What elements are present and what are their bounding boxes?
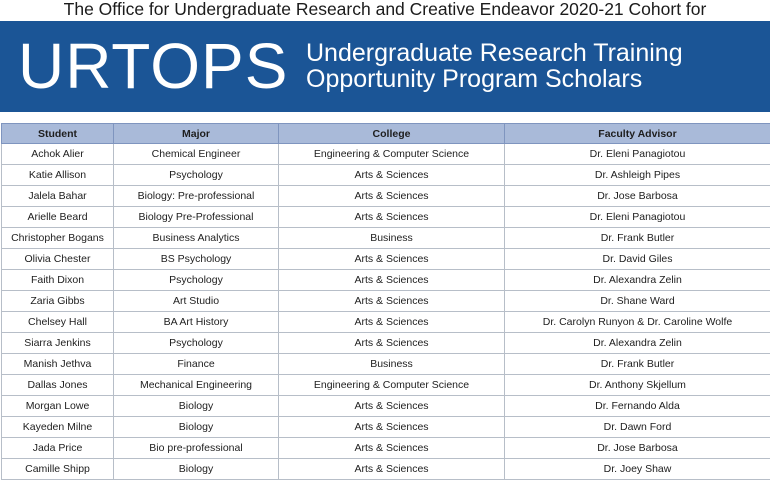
student-cell: Achok Alier <box>2 144 114 165</box>
college-cell: Arts & Sciences <box>279 459 505 480</box>
table-header-row <box>2 124 770 144</box>
student-cell: Chelsey Hall <box>2 312 114 333</box>
table-row <box>2 375 770 396</box>
student-cell: Siarra Jenkins <box>2 333 114 354</box>
program-full-name <box>306 40 683 92</box>
advisor-cell: Dr. David Giles <box>505 249 770 270</box>
college-cell: Arts & Sciences <box>279 270 505 291</box>
table-row <box>2 165 770 186</box>
program-name-line-2: Opportunity Program Scholars <box>306 65 643 93</box>
advisor-cell: Dr. Carolyn Runyon & Dr. Caroline Wolfe <box>505 312 770 333</box>
table-row <box>2 270 770 291</box>
table-row <box>2 354 770 375</box>
major-cell: Psychology <box>114 333 279 354</box>
college-cell: Arts & Sciences <box>279 249 505 270</box>
student-cell: Jada Price <box>2 438 114 459</box>
advisor-cell: Dr. Eleni Panagiotou <box>505 207 770 228</box>
student-cell: Camille Shipp <box>2 459 114 480</box>
college-cell: Arts & Sciences <box>279 291 505 312</box>
student-cell: Katie Allison <box>2 165 114 186</box>
college-cell: Business <box>279 228 505 249</box>
student-cell: Morgan Lowe <box>2 396 114 417</box>
major-cell: Business Analytics <box>114 228 279 249</box>
advisor-cell: Dr. Anthony Skjellum <box>505 375 770 396</box>
major-cell: Psychology <box>114 270 279 291</box>
college-cell: Business <box>279 354 505 375</box>
advisor-cell: Dr. Jose Barbosa <box>505 186 770 207</box>
major-cell: Biology <box>114 417 279 438</box>
advisor-cell: Dr. Alexandra Zelin <box>505 270 770 291</box>
major-cell: Biology: Pre-professional <box>114 186 279 207</box>
table-row <box>2 333 770 354</box>
table-row <box>2 207 770 228</box>
table-row <box>2 459 770 480</box>
program-acronym: URTOPS <box>18 30 289 102</box>
column-header-faculty-advisor: Faculty Advisor <box>505 124 770 144</box>
college-cell: Arts & Sciences <box>279 333 505 354</box>
student-cell: Dallas Jones <box>2 375 114 396</box>
student-cell: Arielle Beard <box>2 207 114 228</box>
major-cell: BS Psychology <box>114 249 279 270</box>
major-cell: Mechanical Engineering <box>114 375 279 396</box>
college-cell: Arts & Sciences <box>279 312 505 333</box>
college-cell: Engineering & Computer Science <box>279 375 505 396</box>
table-row <box>2 438 770 459</box>
table-row <box>2 144 770 165</box>
major-cell: Biology Pre-Professional <box>114 207 279 228</box>
college-cell: Arts & Sciences <box>279 396 505 417</box>
table-row <box>2 312 770 333</box>
major-cell: Biology <box>114 396 279 417</box>
advisor-cell: Dr. Frank Butler <box>505 354 770 375</box>
student-cell: Christopher Bogans <box>2 228 114 249</box>
table-row <box>2 396 770 417</box>
major-cell: Psychology <box>114 165 279 186</box>
table-row <box>2 417 770 438</box>
column-header-college: College <box>279 124 505 144</box>
advisor-cell: Dr. Eleni Panagiotou <box>505 144 770 165</box>
advisor-cell: Dr. Frank Butler <box>505 228 770 249</box>
major-cell: Biology <box>114 459 279 480</box>
student-cell: Manish Jethva <box>2 354 114 375</box>
college-cell: Arts & Sciences <box>279 417 505 438</box>
cohort-title-line: The Office for Undergraduate Research and Creative Endeavor 2020-21 Cohort for <box>63 0 707 19</box>
column-header-major: Major <box>114 124 279 144</box>
student-cell: Faith Dixon <box>2 270 114 291</box>
advisor-cell: Dr. Jose Barbosa <box>505 438 770 459</box>
college-cell: Arts & Sciences <box>279 207 505 228</box>
advisor-cell: Dr. Alexandra Zelin <box>505 333 770 354</box>
program-banner <box>0 21 770 112</box>
table-row <box>2 186 770 207</box>
student-cell: Jalela Bahar <box>2 186 114 207</box>
table-row <box>2 228 770 249</box>
table-row <box>2 249 770 270</box>
student-cell: Zaria Gibbs <box>2 291 114 312</box>
major-cell: Bio pre-professional <box>114 438 279 459</box>
student-cell: Olivia Chester <box>2 249 114 270</box>
major-cell: Art Studio <box>114 291 279 312</box>
college-cell: Arts & Sciences <box>279 438 505 459</box>
college-cell: Engineering & Computer Science <box>279 144 505 165</box>
advisor-cell: Dr. Joey Shaw <box>505 459 770 480</box>
advisor-cell: Dr. Shane Ward <box>505 291 770 312</box>
college-cell: Arts & Sciences <box>279 165 505 186</box>
advisor-cell: Dr. Fernando Alda <box>505 396 770 417</box>
scholars-table <box>1 123 770 480</box>
major-cell: Chemical Engineer <box>114 144 279 165</box>
advisor-cell: Dr. Dawn Ford <box>505 417 770 438</box>
student-cell: Kayeden Milne <box>2 417 114 438</box>
college-cell: Arts & Sciences <box>279 186 505 207</box>
table-row <box>2 291 770 312</box>
program-name-line-1: Undergraduate Research Training <box>306 39 683 67</box>
column-header-student: Student <box>2 124 114 144</box>
major-cell: Finance <box>114 354 279 375</box>
major-cell: BA Art History <box>114 312 279 333</box>
advisor-cell: Dr. Ashleigh Pipes <box>505 165 770 186</box>
